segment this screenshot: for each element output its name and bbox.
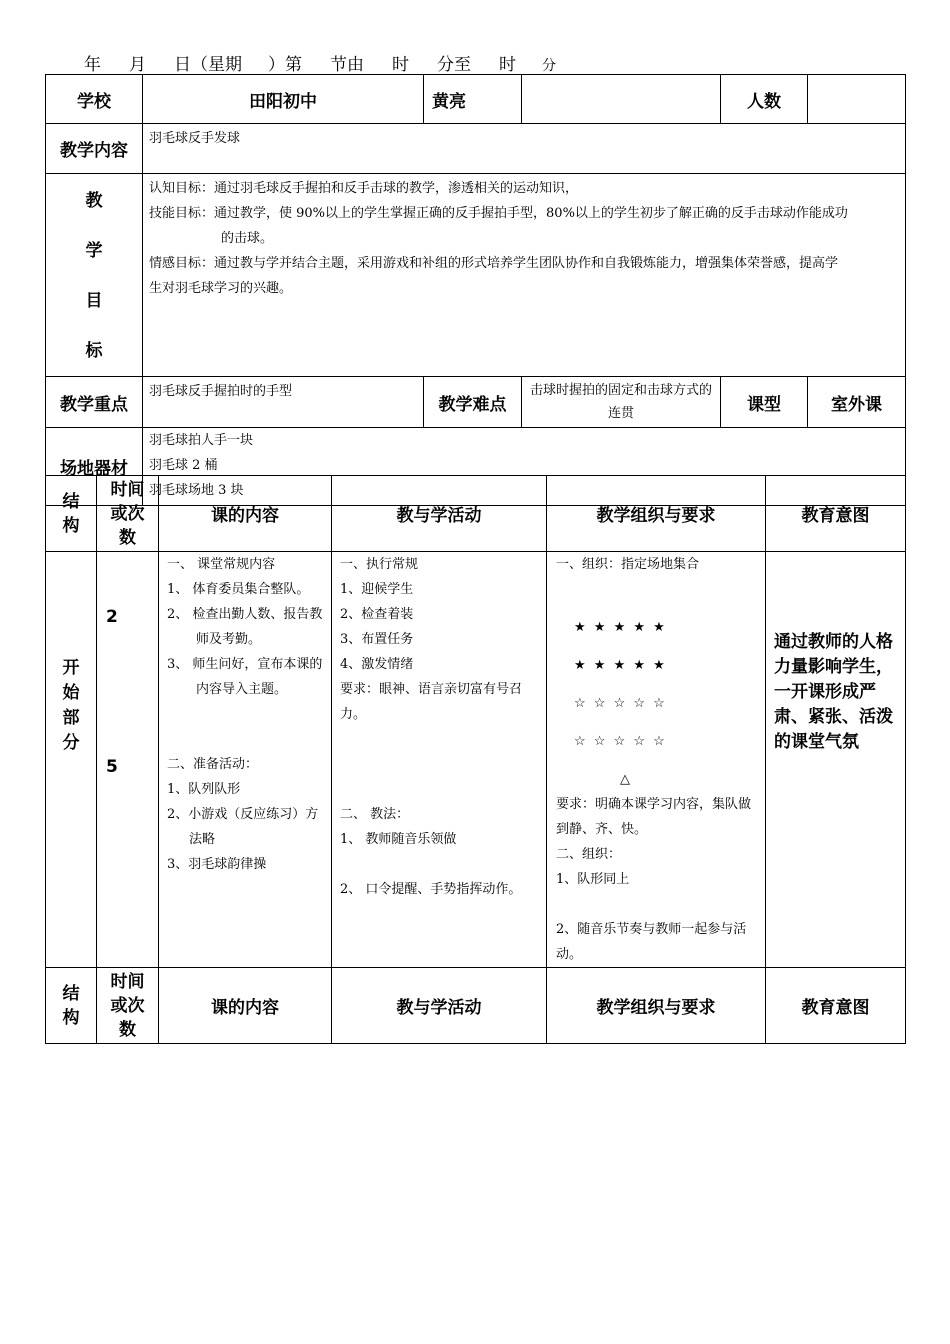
start-time-1: 2: [106, 607, 118, 627]
activity-line: 二、 教法：: [340, 807, 410, 822]
col-structure-line: 结: [62, 491, 80, 512]
equipment-item: 羽毛球场地 3 块: [149, 483, 244, 498]
col-content: 课的内容: [159, 476, 332, 552]
content-spacer: [167, 702, 327, 752]
lesson-header-line: [46, 50, 556, 75]
content-line: 一、 课堂常规内容: [167, 557, 276, 572]
col-organization-repeat: 教学组织与要求: [547, 968, 766, 1044]
activity-line: 3、布置任务: [340, 632, 414, 647]
key-point-label: 教学重点: [46, 377, 143, 428]
col-time-line: 数: [119, 1019, 136, 1040]
lesson-info-table: [45, 74, 906, 506]
col-intent-repeat: 教育意图: [766, 968, 906, 1044]
hour2-label: 时: [499, 55, 516, 75]
goals-label-char: 学: [85, 241, 103, 261]
hour2-blank: [471, 58, 499, 75]
org-spacer: [556, 892, 759, 917]
col-time-line: 数: [119, 527, 136, 548]
org-line: 要求：明确本课学习内容，集队做到静、齐、快。: [556, 797, 752, 837]
col-intent: 教育意图: [766, 476, 906, 552]
period-blank: [302, 58, 330, 75]
content-line: 1、队列队形: [167, 782, 241, 797]
period-prefix: ）第: [268, 55, 302, 75]
content-line: 1、 体育委员集合整队。: [167, 582, 310, 597]
col-time-line: 或次: [110, 503, 145, 524]
goals-label-char: 教: [85, 191, 103, 211]
month-label: 月: [129, 55, 146, 75]
col-activity-repeat: 教与学活动: [332, 968, 547, 1044]
start-intent-cell: [766, 552, 906, 968]
activity-spacer: [340, 727, 540, 802]
goal-skill-cont: 的击球。: [221, 231, 274, 246]
goals-label-char: 目: [85, 291, 103, 311]
minute-label: 分: [542, 58, 556, 74]
school-label: 学校: [46, 75, 143, 124]
activity-line: 1、迎候学生: [340, 582, 414, 597]
hour1-blank: [364, 58, 392, 75]
activity-line: 2、 口令提醒、手势指挥动作。: [340, 882, 522, 897]
col-content-repeat: 课的内容: [159, 968, 332, 1044]
org-line: 1、队形同上: [556, 872, 630, 887]
activity-line: 4、激发情绪: [340, 657, 414, 672]
goal-emotion: 情感目标：通过教与学并结合主题，采用游戏和补组的形式培养学生团队协作和自我锻炼能力，增强集体荣誉感，提高学: [149, 256, 839, 271]
content-line: 3、羽毛球韵律操: [167, 857, 267, 872]
equipment-item: 羽毛球拍人手一块: [149, 433, 254, 448]
org-line: 2、随音乐节奏与教师一起参与活动。: [556, 922, 747, 962]
col-time-line: 或次: [110, 995, 145, 1016]
month-blank: [101, 58, 129, 75]
formation-row-hollow: ☆ ☆ ☆ ☆ ☆: [574, 696, 667, 711]
org-line: 一、组织：指定场地集合: [556, 557, 700, 572]
formation-row-filled: ★ ★ ★ ★ ★: [574, 658, 667, 673]
goals-label: [46, 174, 143, 377]
content-value: 羽毛球反手发球: [143, 124, 906, 174]
content-line: 二、准备活动：: [167, 757, 259, 772]
minute1-blank: [409, 58, 437, 75]
start-time-2: 5: [106, 757, 118, 777]
activity-spacer: [340, 852, 540, 877]
org-spacer: [556, 577, 759, 602]
start-label-char: 开: [62, 658, 80, 678]
equipment-item: 羽毛球 2 桶: [149, 458, 218, 473]
lesson-type-label: 课型: [721, 377, 808, 428]
activity-line: 2、检查着装: [340, 607, 414, 622]
people-label: 人数: [721, 75, 808, 124]
equipment-label: 场地器材: [46, 428, 143, 506]
col-activity: 教与学活动: [332, 476, 547, 552]
col-structure-repeat: [46, 968, 97, 1044]
start-time-cell: [97, 552, 159, 968]
formation-row-hollow: ☆ ☆ ☆ ☆ ☆: [574, 734, 667, 749]
col-time-repeat: [97, 968, 159, 1044]
start-activity-cell: [332, 552, 547, 968]
col-time: [97, 476, 159, 552]
difficulty-label: 教学难点: [424, 377, 522, 428]
content-line: 2、 检查出勤人数、报告教师及考勤。: [167, 607, 323, 647]
key-point-value: 羽毛球反手握拍时的手型: [143, 377, 424, 428]
start-section-label: [46, 552, 97, 968]
difficulty-value: 击球时握拍的固定和击球方式的连贯: [522, 377, 721, 428]
activity-line: 一、执行常规: [340, 557, 419, 572]
content-line: 3、 师生问好，宣布本课的内容导入主题。: [167, 657, 323, 697]
col-structure-line: 构: [62, 1007, 80, 1028]
org-line: 二、组织：: [556, 847, 622, 862]
col-time-line: 时间: [110, 479, 145, 500]
col-time-line: 时间: [110, 971, 145, 992]
hour1-label: 时: [392, 55, 409, 75]
activity-line: 1、 教师随音乐领做: [340, 832, 457, 847]
teacher-blank-cell: [522, 75, 721, 124]
minute-to-label: 分至: [437, 55, 471, 75]
col-structure: [46, 476, 97, 552]
start-organization-cell: [547, 552, 766, 968]
start-label-char: 分: [62, 733, 80, 753]
goal-emotion-cont: 生对羽毛球学习的兴趣。: [149, 281, 293, 296]
col-structure-line: 构: [62, 515, 80, 536]
goal-skill: 技能目标：通过教学，使 90%以上的学生掌握正确的反手握拍手型，80%以上的学生初步了解正确的反手击球动作能成功: [149, 206, 848, 221]
goal-cognitive: 认知目标：通过羽毛球反手握拍和反手击球的教学，渗透相关的运动知识，: [149, 181, 579, 196]
teacher-name: 黄亮: [424, 75, 522, 124]
col-structure-line: 结: [62, 983, 80, 1004]
school-name: 田阳初中: [143, 75, 424, 124]
goals-content: [143, 174, 906, 377]
intent-text: 通过教师的人格力量影响学生，一开课形成严肃、紧张、活泼的课堂气氛: [774, 632, 893, 752]
lesson-type-value: 室外课: [808, 377, 906, 428]
activity-line: 要求：眼神、语言亲切富有号召力。: [340, 682, 523, 722]
content-line: 2、小游戏（反应练习）方法略: [167, 807, 319, 847]
col-organization: 教学组织与要求: [547, 476, 766, 552]
lesson-plan-table: [45, 475, 906, 1044]
teacher-position-icon: △: [620, 772, 630, 787]
period-label: 节由: [330, 55, 364, 75]
year-label: 年: [84, 55, 101, 75]
start-content-cell: [159, 552, 332, 968]
minute2-blank: [516, 58, 542, 75]
goals-label-char: 标: [85, 341, 103, 361]
content-label: 教学内容: [46, 124, 143, 174]
formation-row-filled: ★ ★ ★ ★ ★: [574, 620, 667, 635]
start-label-char: 始: [62, 683, 80, 703]
weekday-blank: [242, 58, 268, 75]
year-blank: [46, 58, 84, 75]
people-count-cell: [808, 75, 906, 124]
day-blank: [146, 58, 174, 75]
start-label-char: 部: [62, 708, 80, 728]
day-label: 日（星期: [174, 55, 242, 75]
